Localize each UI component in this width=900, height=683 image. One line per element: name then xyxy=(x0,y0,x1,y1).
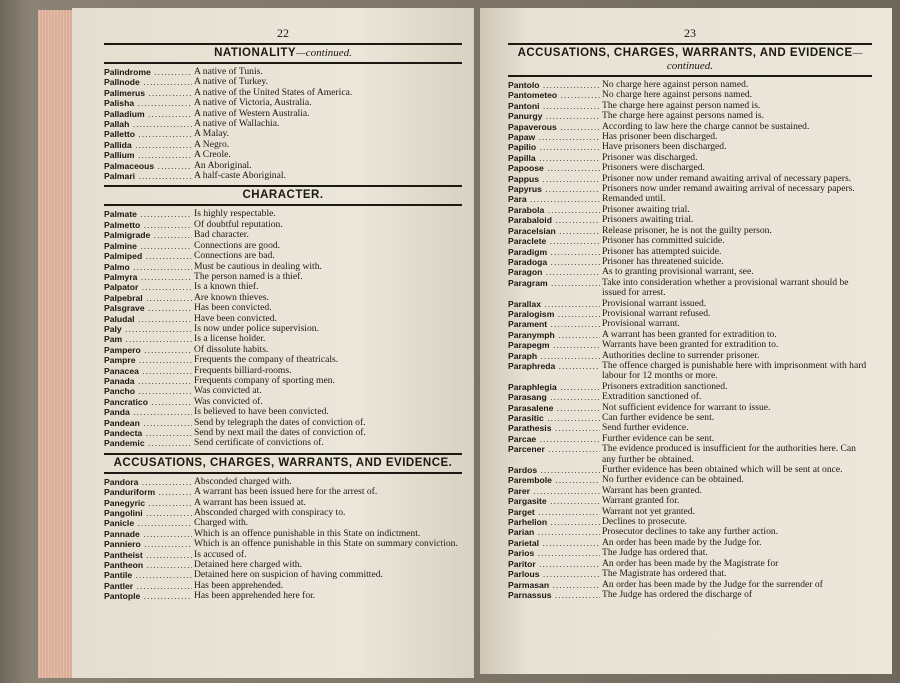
code-word: Paradigm ..... xyxy=(508,247,600,257)
code-word: Parer ..... xyxy=(508,486,600,496)
code-word: Palmyra ..... xyxy=(104,272,192,282)
code-entry xyxy=(508,413,872,423)
code-word: Parlous ..... xyxy=(508,569,600,579)
code-word: Pantople ..... xyxy=(104,591,192,601)
divider xyxy=(508,43,872,45)
code-meaning: Has been apprehended. xyxy=(194,579,284,591)
code-meaning: Detained here charged with. xyxy=(194,559,302,571)
code-word: Palimerus ..... xyxy=(104,88,192,98)
code-meaning: Which is an offence punishable in this State on indictment. xyxy=(194,527,421,539)
code-entry xyxy=(104,150,462,160)
code-entry xyxy=(508,278,872,299)
code-meaning: The charge here against person named is. xyxy=(602,99,761,111)
code-word: Parcener ..... xyxy=(508,444,600,465)
right-sections xyxy=(508,47,872,600)
code-list xyxy=(104,67,462,181)
code-word: Papilio ..... xyxy=(508,142,600,152)
code-meaning: Extradition sanctioned of. xyxy=(602,391,702,403)
code-word: Papaverous ..... xyxy=(508,122,600,132)
code-meaning: A native of Wallachia. xyxy=(194,118,280,130)
left-page xyxy=(72,8,474,678)
code-word: Parian ..... xyxy=(508,527,600,537)
divider xyxy=(104,62,462,64)
code-word: Palmetto ..... xyxy=(104,220,192,230)
code-entry xyxy=(104,109,462,119)
code-list xyxy=(508,80,872,600)
code-meaning: Frequents company of sporting men. xyxy=(194,374,335,386)
code-word: Palletto ..... xyxy=(104,129,192,139)
code-word: Palmate ..... xyxy=(104,209,192,219)
code-word: Pandemic ..... xyxy=(104,438,192,448)
code-word: Palmigrade ..... xyxy=(104,230,192,240)
code-meaning: A native of Victoria, Australia. xyxy=(194,97,312,109)
code-meaning: Absconded charged with conspiracy to. xyxy=(194,507,346,519)
code-entry xyxy=(104,508,462,518)
code-entry xyxy=(104,303,462,313)
section-heading xyxy=(104,189,462,202)
code-meaning: Prisoner was discharged. xyxy=(602,151,698,163)
code-word: Pam ..... xyxy=(104,334,192,344)
code-word: Parmasan ..... xyxy=(508,580,600,590)
code-word: Paracelsian ..... xyxy=(508,226,600,236)
section-title-suffix: —continued. xyxy=(296,47,352,59)
code-meaning: The evidence produced is insufficient for the authorities here. Can any further be obtained. xyxy=(602,443,856,465)
code-word: Panicle ..... xyxy=(104,518,192,528)
code-meaning: Are known thieves. xyxy=(194,291,269,303)
code-meaning: Must be cautious in dealing with. xyxy=(194,260,322,272)
code-meaning: Not sufficient evidence for warrant to issue. xyxy=(602,401,771,413)
code-word: Panda ..... xyxy=(104,407,192,417)
code-entry xyxy=(508,361,872,382)
code-meaning: Has prisoner been discharged. xyxy=(602,131,718,143)
code-meaning: A Malay. xyxy=(194,128,230,140)
code-meaning: Provisional warrant refused. xyxy=(602,307,711,319)
code-word: Pandecta ..... xyxy=(104,428,192,438)
section-heading xyxy=(104,47,462,60)
code-meaning: A half-caste Aboriginal. xyxy=(194,170,286,182)
code-entry xyxy=(104,230,462,240)
code-meaning: An order has been made by the Judge for. xyxy=(602,536,762,548)
code-meaning: Connections are good. xyxy=(194,239,281,251)
code-word: Palmiped ..... xyxy=(104,251,192,261)
code-meaning: Prisoners now under remand awaiting arrival of necessary papers. xyxy=(602,183,855,195)
code-word: Panniero ..... xyxy=(104,539,192,549)
code-word: Pallnode ..... xyxy=(104,77,192,87)
code-word: Pandean ..... xyxy=(104,418,192,428)
code-entry xyxy=(104,220,462,230)
code-word: Pantolo ..... xyxy=(508,80,600,90)
code-list xyxy=(104,477,462,602)
left-sections xyxy=(104,47,462,602)
code-meaning: Prisoners awaiting trial. xyxy=(602,214,694,226)
code-meaning: No further evidence can be obtained. xyxy=(602,474,744,486)
code-meaning: Provisional warrant issued. xyxy=(602,297,707,309)
code-meaning: No charge here against persons named. xyxy=(602,89,753,101)
code-word: Pantoni ..... xyxy=(508,101,600,111)
code-word: Panurgy ..... xyxy=(508,111,600,121)
code-word: Palisha ..... xyxy=(104,98,192,108)
code-word: Paraphreda ..... xyxy=(508,361,600,382)
code-entry xyxy=(508,507,872,517)
divider xyxy=(104,43,462,45)
code-meaning: According to law here the charge cannot be sustained. xyxy=(602,120,810,132)
code-word: Palmari ..... xyxy=(104,171,192,181)
code-word: Paraclete ..... xyxy=(508,236,600,246)
section-heading xyxy=(104,457,462,470)
code-word: Para ..... xyxy=(508,194,600,204)
code-word: Paragon ..... xyxy=(508,267,600,277)
code-word: Pantile ..... xyxy=(104,570,192,580)
code-entry xyxy=(104,386,462,396)
code-entry xyxy=(104,251,462,261)
code-word: Parnassus ..... xyxy=(508,590,600,600)
code-word: Papyrus ..... xyxy=(508,184,600,194)
code-word: Pargasite ..... xyxy=(508,496,600,506)
code-word: Parathesis ..... xyxy=(508,423,600,433)
code-word: Paraphlegia ..... xyxy=(508,382,600,392)
code-meaning: Send by next mail the dates of conviction of. xyxy=(194,427,366,438)
code-entry xyxy=(508,184,872,194)
code-meaning: A native of Tunis. xyxy=(194,66,263,77)
code-entry xyxy=(104,282,462,292)
code-word: Pancratico ..... xyxy=(104,397,192,407)
code-meaning: Prisoners extradition sanctioned. xyxy=(602,380,728,392)
page-number: 22 xyxy=(277,26,289,40)
divider xyxy=(104,472,462,474)
code-entry xyxy=(104,119,462,129)
section-title-suffix: —continued. xyxy=(666,47,863,72)
code-word: Pantheon ..... xyxy=(104,560,192,570)
code-meaning: Release prisoner, he is not the guilty person. xyxy=(602,224,772,236)
right-page xyxy=(480,8,892,674)
code-meaning: Charged with. xyxy=(194,517,249,529)
code-word: Papaw ..... xyxy=(508,132,600,142)
code-meaning: A warrant has been issued here for the arrest of. xyxy=(194,486,378,498)
code-meaning: A native of the United States of America. xyxy=(194,86,353,98)
divider xyxy=(104,204,462,206)
code-entry xyxy=(104,171,462,181)
code-meaning: Of doubtful reputation. xyxy=(194,218,283,230)
code-meaning: A warrant has been issued at. xyxy=(194,496,306,508)
code-entry xyxy=(508,236,872,246)
code-meaning: The Judge has ordered that. xyxy=(602,547,708,559)
code-entry xyxy=(508,569,872,579)
code-entry xyxy=(104,241,462,251)
code-entry xyxy=(104,272,462,282)
code-meaning: Prisoner awaiting trial. xyxy=(602,203,690,215)
code-meaning: A native of Western Australia. xyxy=(194,107,310,119)
code-meaning: Detained here on suspicion of having committed. xyxy=(194,569,383,581)
code-meaning: Is accused of. xyxy=(194,548,247,560)
code-word: Paranymph ..... xyxy=(508,330,600,340)
code-word: Pampre ..... xyxy=(104,355,192,365)
section-title: ACCUSATIONS, CHARGES, WARRANTS, AND EVIDENCE xyxy=(517,47,853,59)
code-meaning: Prisoner has committed suicide. xyxy=(602,235,725,247)
code-word: Palmo ..... xyxy=(104,262,192,272)
code-meaning: Authorities decline to surrender prisoner. xyxy=(602,349,760,361)
code-word: Pallium ..... xyxy=(104,150,192,160)
code-list xyxy=(104,209,462,448)
code-meaning: Have prisoners been discharged. xyxy=(602,141,727,153)
code-entry xyxy=(104,438,462,448)
code-word: Pangolini ..... xyxy=(104,508,192,518)
code-meaning: Prosecutor declines to take any further action. xyxy=(602,526,779,538)
code-word: Paraph ..... xyxy=(508,351,600,361)
code-entry xyxy=(104,334,462,344)
code-meaning: The Magistrate has ordered that. xyxy=(602,568,727,580)
code-word: Palpator ..... xyxy=(104,282,192,292)
code-meaning: Warrants have been granted for extradition to. xyxy=(602,339,779,351)
code-meaning: Was convicted of. xyxy=(194,395,263,407)
code-meaning: Absconded charged with. xyxy=(194,475,292,487)
code-meaning: An Aboriginal. xyxy=(194,159,252,171)
code-entry xyxy=(104,140,462,150)
code-entry xyxy=(508,444,872,465)
code-word: Pallida ..... xyxy=(104,140,192,150)
section-title: NATIONALITY xyxy=(214,47,297,59)
code-word: Parament ..... xyxy=(508,319,600,329)
code-entry xyxy=(508,194,872,204)
code-word: Palsgrave ..... xyxy=(104,303,192,313)
code-word: Panduriform ..... xyxy=(104,487,192,497)
code-meaning: Has been apprehended here for. xyxy=(194,590,316,602)
code-word: Pandora ..... xyxy=(104,477,192,487)
code-word: Pampero ..... xyxy=(104,345,192,355)
code-entry xyxy=(104,570,462,580)
code-word: Panegyric ..... xyxy=(104,498,192,508)
code-word: Papoose ..... xyxy=(508,163,600,173)
code-word: Parietal ..... xyxy=(508,538,600,548)
code-word: Paragram ..... xyxy=(508,278,600,299)
code-word: Paludal ..... xyxy=(104,314,192,324)
code-meaning: Further evidence has been obtained which will be sent at once. xyxy=(602,464,843,476)
code-meaning: Is a known thief. xyxy=(194,281,259,293)
code-word: Parasalene ..... xyxy=(508,403,600,413)
code-word: Palpebral ..... xyxy=(104,293,192,303)
code-meaning: Take into consideration whether a provisional warrant should be issued for arrest. xyxy=(602,276,849,299)
code-meaning: Prisoner has attempted suicide. xyxy=(602,245,722,257)
divider xyxy=(104,185,462,187)
code-meaning: An order has been made by the Magistrate for xyxy=(602,557,779,569)
code-entry xyxy=(508,309,872,319)
code-meaning: The Judge has ordered the discharge of xyxy=(602,588,753,600)
code-meaning: Of dissolute habits. xyxy=(194,343,269,355)
code-word: Panada ..... xyxy=(104,376,192,386)
code-word: Parabola ..... xyxy=(508,205,600,215)
code-word: Paly ..... xyxy=(104,324,192,334)
code-entry xyxy=(104,209,462,219)
code-word: Parcae ..... xyxy=(508,434,600,444)
code-entry xyxy=(508,340,872,350)
code-word: Palmaceous ..... xyxy=(104,161,192,171)
code-entry xyxy=(104,539,462,549)
code-meaning: Bad character. xyxy=(194,229,249,241)
code-word: Parget ..... xyxy=(508,507,600,517)
code-word: Palladium ..... xyxy=(104,109,192,119)
code-meaning: Remanded until. xyxy=(602,193,666,205)
code-word: Pallah ..... xyxy=(104,119,192,129)
code-word: Pannade ..... xyxy=(104,529,192,539)
code-meaning: Was convicted at. xyxy=(194,385,262,397)
code-meaning: Declines to prosecute. xyxy=(602,516,687,528)
code-meaning: A warrant has been granted for extradition to. xyxy=(602,328,777,340)
code-meaning: Is a license holder. xyxy=(194,333,266,345)
code-meaning: Is highly respectable. xyxy=(194,208,276,220)
code-meaning: Prisoner now under remand awaiting arrival of necessary papers. xyxy=(602,172,852,184)
code-meaning: A native of Turkey. xyxy=(194,76,268,88)
code-word: Pardos ..... xyxy=(508,465,600,475)
divider xyxy=(104,453,462,455)
code-word: Panacea ..... xyxy=(104,366,192,376)
code-meaning: Send certificate of convictions of. xyxy=(194,437,324,449)
code-meaning: No charge here against person named. xyxy=(602,79,749,90)
code-meaning: Is believed to have been convicted. xyxy=(194,406,329,418)
code-word: Parhelion ..... xyxy=(508,517,600,527)
code-meaning: An order has been made by the Judge for the surrender of xyxy=(602,578,823,590)
code-meaning: Further evidence can be sent. xyxy=(602,432,715,444)
code-meaning: A Negro. xyxy=(194,138,230,150)
code-word: Paradoga ..... xyxy=(508,257,600,267)
code-meaning: Has been convicted. xyxy=(194,302,272,314)
code-meaning: Frequents the company of theatricals. xyxy=(194,354,339,366)
section-title: CHARACTER. xyxy=(242,189,324,202)
code-word: Pappus ..... xyxy=(508,174,600,184)
code-entry xyxy=(104,67,462,77)
code-meaning: Prisoner has threatened suicide. xyxy=(602,255,724,267)
code-meaning: Warrant not yet granted. xyxy=(602,505,695,517)
code-entry xyxy=(508,486,872,496)
code-meaning: Can further evidence be sent. xyxy=(602,412,715,423)
code-meaning: The offence charged is punishable here with imprisonment with hard labour for 12 months or more. xyxy=(602,359,867,382)
code-word: Palmine ..... xyxy=(104,241,192,251)
code-meaning: Warrant granted for. xyxy=(602,495,680,507)
code-word: Parembole ..... xyxy=(508,475,600,485)
code-meaning: Is now under police supervision. xyxy=(194,322,319,334)
code-word: Pancho ..... xyxy=(104,386,192,396)
code-word: Parapegm ..... xyxy=(508,340,600,350)
code-word: Parabaloid ..... xyxy=(508,215,600,225)
code-meaning: Send by telegraph the dates of conviction of. xyxy=(194,416,366,428)
code-word: Pantheist ..... xyxy=(104,550,192,560)
page-number: 23 xyxy=(684,26,696,40)
code-word: Paritor ..... xyxy=(508,559,600,569)
divider xyxy=(508,75,872,77)
code-meaning: As to granting provisional warrant, see. xyxy=(602,266,754,278)
code-meaning: The charge here against persons named is. xyxy=(602,110,765,122)
code-meaning: Which is an offence punishable in this State on summary conviction. xyxy=(194,538,458,550)
section-heading xyxy=(508,47,872,73)
code-entry xyxy=(104,591,462,601)
code-entry xyxy=(508,590,872,600)
code-meaning: Connections are bad. xyxy=(194,250,275,262)
code-meaning: Prisoners were discharged. xyxy=(602,162,705,174)
code-entry xyxy=(104,129,462,139)
code-meaning: The person named is a thief. xyxy=(194,270,303,282)
code-entry xyxy=(104,376,462,386)
code-word: Papilla ..... xyxy=(508,153,600,163)
code-entry xyxy=(104,293,462,303)
code-meaning: Frequents billiard-rooms. xyxy=(194,364,292,376)
code-word: Parallax ..... xyxy=(508,299,600,309)
section-title: ACCUSATIONS, CHARGES, WARRANTS, AND EVIDENCE. xyxy=(113,456,453,469)
code-word: Parasang ..... xyxy=(508,392,600,402)
code-word: Pantler ..... xyxy=(104,581,192,591)
code-word: Palindrome ..... xyxy=(104,67,192,77)
code-word: Parios ..... xyxy=(508,548,600,558)
code-word: Paralogism ..... xyxy=(508,309,600,319)
code-meaning: Send further evidence. xyxy=(602,422,689,434)
code-meaning: Warrant has been granted. xyxy=(602,484,702,496)
code-word: Pantometeo ..... xyxy=(508,90,600,100)
code-entry xyxy=(104,324,462,334)
code-meaning: A Creole. xyxy=(194,149,231,161)
code-word: Parasitic ..... xyxy=(508,413,600,423)
code-meaning: Have been convicted. xyxy=(194,312,277,324)
code-entry xyxy=(104,355,462,365)
code-meaning: Provisional warrant. xyxy=(602,318,680,330)
